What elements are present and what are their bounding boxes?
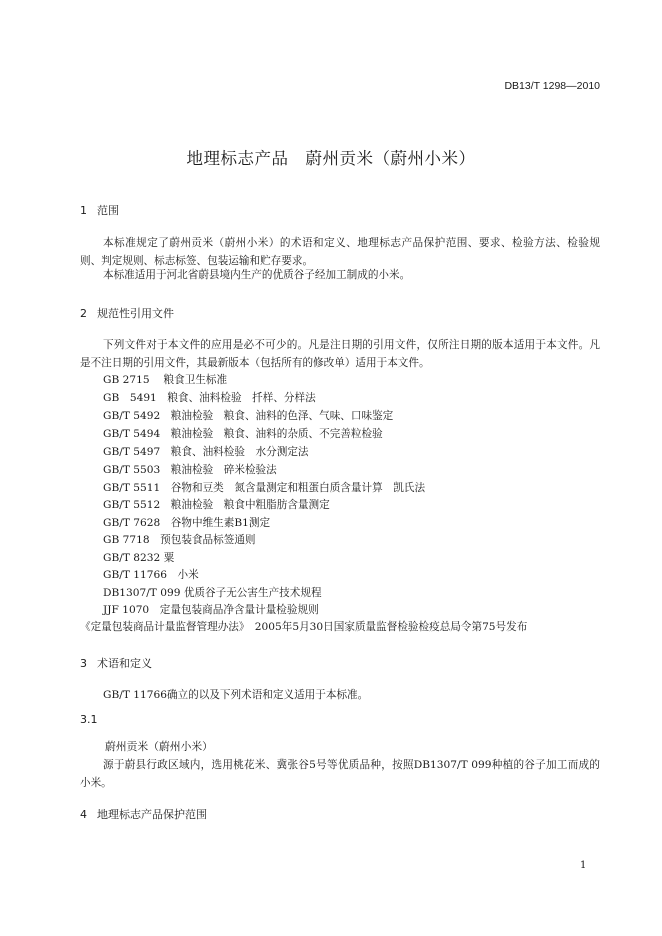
term-definition: 源于蔚县行政区域内，选用桃花米、冀张谷5号等优质品种，按照DB1307/T 099种植的谷子加工而成的小米。 <box>80 759 600 789</box>
reference-item: GB 5491 粮食、油料检验 扦样、分样法 <box>103 392 316 404</box>
reference-item: GB/T 5511 谷物和豆类 氮含量测定和粗蛋白质含量计算 凯氏法 <box>103 482 426 494</box>
document-code: DB13/T 1298—2010 <box>504 80 600 92</box>
section-title: 术语和定义 <box>97 657 152 670</box>
reference-item: GB/T 7628 谷物中维生素B1测定 <box>103 517 271 529</box>
reference-item: DB1307/T 099 优质谷子无公害生产技术规程 <box>103 587 322 599</box>
reference-item: GB/T 5497 粮食、油料检验 水分测定法 <box>103 446 309 458</box>
scope-paragraph-1: 本标准规定了蔚州贡米（蔚州小米）的术语和定义、地理标志产品保护范围、要求、检验方法、检验规则、判定规则、标志标签、包装运输和贮存要求。 <box>80 237 600 267</box>
reference-item: GB/T 8232 粟 <box>103 552 175 564</box>
page-title: 地理标志产品 蔚州贡米（蔚州小米） <box>186 149 476 168</box>
section-number: 1 <box>80 204 87 217</box>
page-number: 1 <box>580 860 587 871</box>
normative-intro: 下列文件对于本文件的应用是必不可少的。凡是注日期的引用文件，仅所注日期的版本适用于本文件。凡是不注日期的引用文件，其最新版本（包括所有的修改单）适用于本文件。 <box>80 339 600 369</box>
subsection-number: 3.1 <box>80 713 98 726</box>
section-number: 4 <box>80 808 87 821</box>
section-title: 地理标志产品保护范围 <box>97 808 207 821</box>
section-number: 3 <box>80 657 87 670</box>
reference-item: GB 7718 预包装食品标签通则 <box>103 534 256 546</box>
reference-item: JJF 1070 定量包装商品净含量计量检验规则 <box>103 604 319 616</box>
reference-item: GB/T 5503 粮油检验 碎米检验法 <box>103 464 277 476</box>
section-3-heading <box>80 655 152 671</box>
section-4-heading <box>80 806 207 822</box>
term-title: 蔚州贡米（蔚州小米） <box>105 740 213 753</box>
decree-reference: 《定量包装商品计量监督管理办法》 2005年5月30日国家质量监督检验检疫总局令第75号发布 <box>80 621 528 633</box>
section-number: 2 <box>80 307 87 320</box>
terms-intro: GB/T 11766确立的以及下列术语和定义适用于本标准。 <box>103 689 369 701</box>
section-title: 规范性引用文件 <box>97 307 174 320</box>
reference-item: GB/T 5494 粮油检验 粮食、油料的杂质、不完善粒检验 <box>103 428 383 440</box>
section-1-heading <box>80 202 119 218</box>
reference-item: GB 2715 粮食卫生标准 <box>103 374 228 386</box>
section-title: 范围 <box>97 204 119 217</box>
reference-item: GB/T 11766 小米 <box>103 569 199 581</box>
reference-item: GB/T 5512 粮油检验 粮食中粗脂肪含量测定 <box>103 499 330 511</box>
section-2-heading <box>80 305 174 321</box>
scope-paragraph-2: 本标准适用于河北省蔚县境内生产的优质谷子经加工制成的小米。 <box>103 269 411 281</box>
reference-item: GB/T 5492 粮油检验 粮食、油料的色泽、气味、口味鉴定 <box>103 410 394 422</box>
